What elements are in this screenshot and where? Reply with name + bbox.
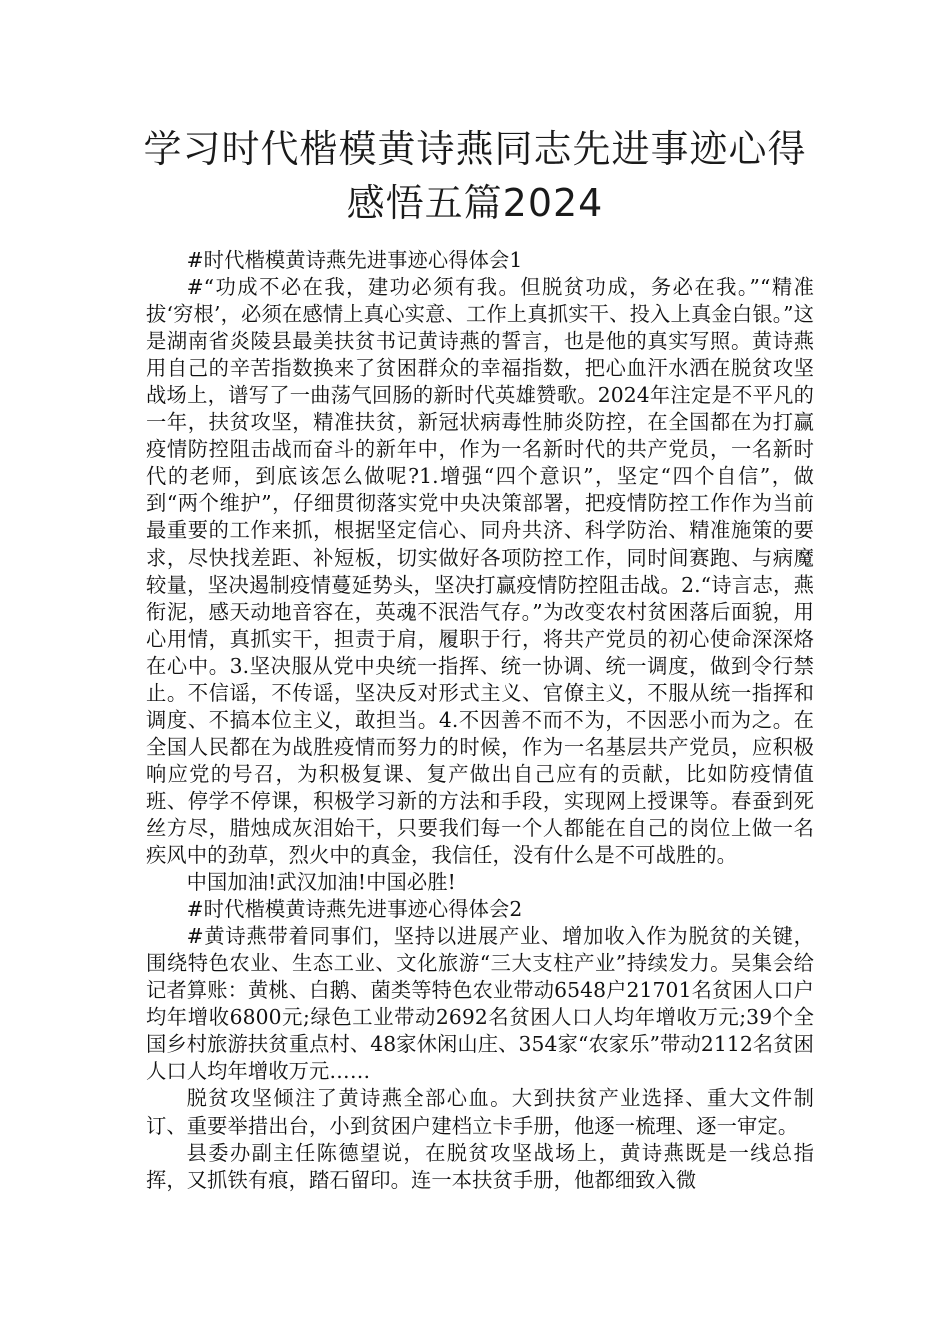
slogan-paragraph: 中国加油!武汉加油!中国必胜! [186,870,456,895]
document-body [146,247,814,1194]
body-paragraph: 脱贫攻坚倾注了黄诗燕全部心血。大到扶贫产业选择、重大文件制订、重要举措出台，小到贫困户建档立卡手册，他逐一梳理、逐一审定。 [146,1086,814,1138]
section-heading-2: #时代楷模黄诗燕先进事迹心得体会2 [186,897,523,922]
section-heading-1: #时代楷模黄诗燕先进事迹心得体会1 [186,248,523,272]
body-paragraph: 县委办副主任陈德望说，在脱贫攻坚战场上，黄诗燕既是一线总指挥，又抓铁有痕，踏石留印。连一本扶贫手册，他都细致入微 [146,1140,814,1192]
title-line-2: 感悟五篇2024 [346,181,604,225]
body-paragraph: #“功成不必在我，建功必须有我。但脱贫功成，务必在我。”“精准拔‘穷根’，必须在感情上真心实意、工作上真抓实干、投入上真金白银。”这是湖南省炎陵县最美扶贫书记黄诗燕的誓言，也是他的真实写照。黄诗燕用自己的辛苦指数换来了贫困群众的幸福指数，把心血汗水洒在脱贫攻坚战场上，谱写了一曲荡气回肠的新时代英雄赞歌。2024年注定是不平凡的一年，扶贫攻坚，精准扶贫，新冠状病毒性肺炎防控，在全国都在为打赢疫情防控阻击战而奋斗的新年中，作为一名新时代的共产党员，一名新时代的老师，到底该怎么做呢?1.增强“四个意识”，坚定“四个自信”，做到“两个维护”，仔细贯彻落实党中央决策部署，把疫情防控工作作为当前最重要的工作来抓，根据坚定信心、同舟共济、科学防治、精准施策的要求，尽快找差距、补短板，切实做好各项防控工作，同时间赛跑、与病魔较量，坚决遏制疫情蔓延势头，坚决打赢疫情防控阻击战。2.“诗言志，燕衔泥，感天动地音容在，英魂不泯浩气存。”为改变农村贫困落后面貌，用心用情，真抓实干，担责于肩，履职于行，将共产党员的初心使命深深烙在心中。3.坚决服从党中央统一指挥、统一协调、统一调度，做到令行禁止。不信谣，不传谣，坚决反对形式主义、官僚主义，不服从统一指挥和调度、不搞本位主义，敢担当。4.不因善不而不为，不因恶小而为之。在全国人民都在为战胜疫情而努力的时候，作为一名基层共产党员，应积极响应党的号召，为积极复课、复产做出自己应有的贡献，比如防疫情值班、停学不停课，积极学习新的方法和手段，实现网上授课等。春蚕到死丝方尽，腊烛成灰泪始干，只要我们每一个人都能在自己的岗位上做一名疾风中的劲草，烈火中的真金，我信任，没有什么是不可战胜的。 [146,275,814,868]
body-paragraph: #黄诗燕带着同事们，坚持以进展产业、增加收入作为脱贫的关键，围绕特色农业、生态工业、文化旅游“三大支柱产业”持续发力。吴集会给记者算账：黄桃、白鹅、菌类等特色农业带动6548户21701名贫困人口户均年增收6800元;绿色工业带动2692名贫困人口人均年增收万元;39个全国乡村旅游扶贫重点村、48家休闲山庄、354家“农家乐”带动2112名贫困人口人均年增收万元…… [146,924,814,1084]
title-line-1: 学习时代楷模黄诗燕同志先进事迹心得 [143,127,807,171]
document-title [100,122,850,230]
